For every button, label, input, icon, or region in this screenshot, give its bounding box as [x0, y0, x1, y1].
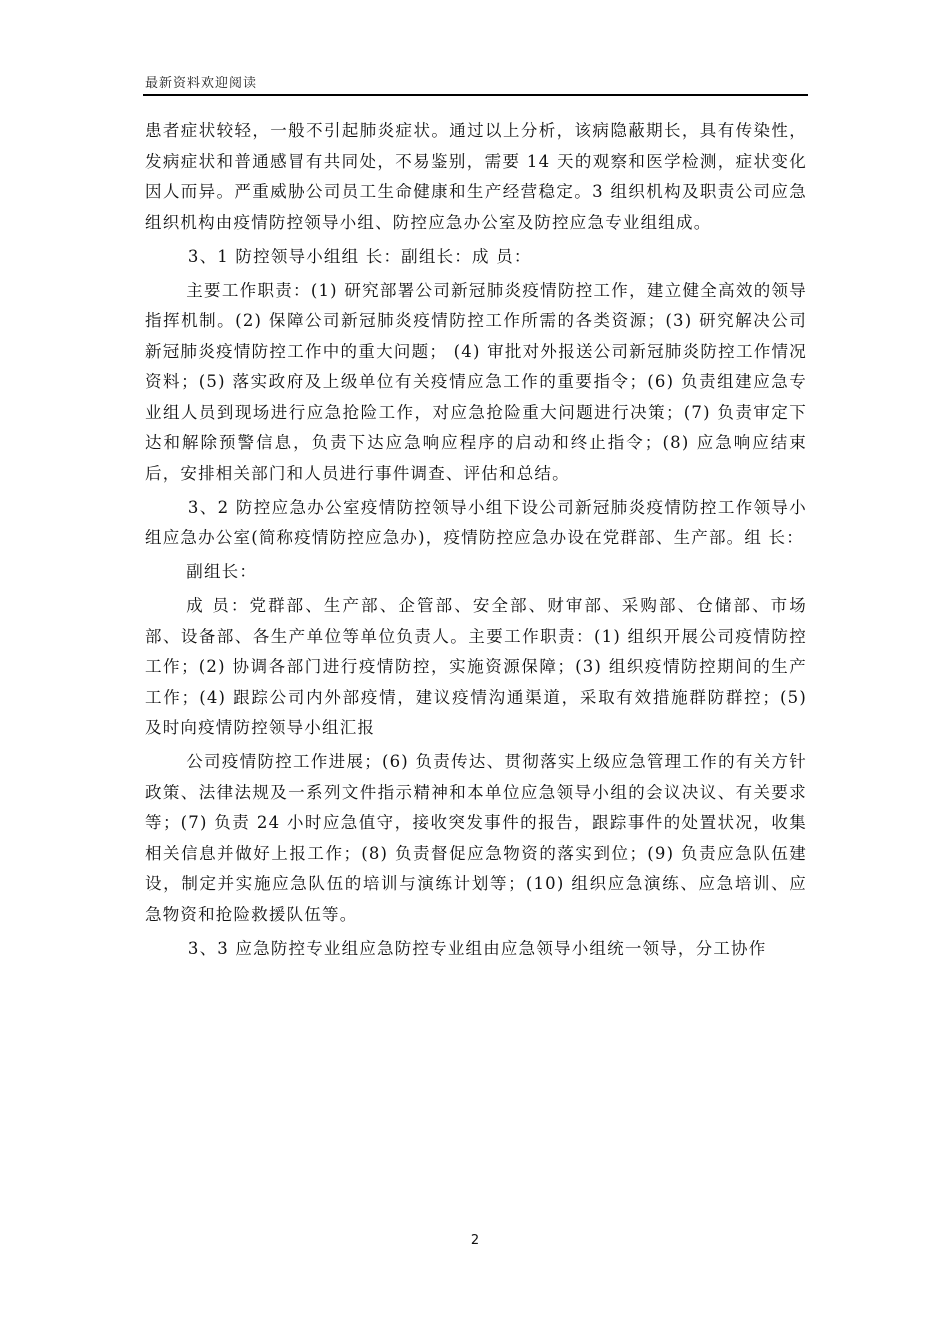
paragraph-office-duties-continued: 公司疫情防控工作进展；(6) 负责传达、贯彻落实上级应急管理工作的有关方针政策、法律法规及一系列文件指示精神和本单位应急领导小组的会议决议、有关要求等；(7) 负责 24 小时应急值守，接收突发事件的报告，跟踪事件的处置状况，收集相关信息并做好上报工作；(8) 负责督促应急物资的落实到位；(9) 负责应急队伍建设，制定并实施应急队伍的培训与演练计划等；(10) 组织应急演练、应急培训、应急物资和抢险救援队伍等。: [145, 752, 807, 924]
paragraph-specialist-group: 3、3 应急防控专业组应急防控专业组由应急领导小组统一领导，分工协作: [187, 938, 767, 958]
document-body: [145, 116, 807, 968]
paragraph-leadership-group: 3、1 防控领导小组组 长：副组长：成 员：: [187, 246, 532, 266]
page-number: 2: [470, 1233, 480, 1248]
paragraph-intro: 患者症状较轻，一般不引起肺炎症状。通过以上分析，该病隐蔽期长，具有传染性，发病症状和普通感冒有共同处，不易鉴别，需要 14 天的观察和医学检测，症状变化因人而异。严重威胁公司员工生命健康和生产经营稳定。3 组织机构及职责公司应急组织机构由疫情防控领导小组、防控应急办公室及防控应急专业组组成。: [145, 121, 807, 232]
paragraph-leadership-duties: 主要工作职责：(1) 研究部署公司新冠肺炎疫情防控工作，建立健全高效的领导指挥机制。(2) 保障公司新冠肺炎疫情防控工作所需的各类资源；(3) 研究解决公司新冠肺炎疫情防控工作中的重大问题； (4) 审批对外报送公司新冠肺炎防控工作情况资料；(5) 落实政府及上级单位有关疫情应急工作的重要指令；(6) 负责组建应急专业组人员到现场进行应急抢险工作，对应急抢险重大问题进行决策；(7) 负责审定下达和解除预警信息，负责下达应急响应程序的启动和终止指令；(8) 应急响应结束后，安排相关部门和人员进行事件调查、评估和总结。: [145, 280, 807, 483]
paragraph-emergency-office: 3、2 防控应急办公室疫情防控领导小组下设公司新冠肺炎疫情防控工作领导小组应急办公室(简称疫情防控应急办)，疫情防控应急办设在党群部、生产部。组 长：: [145, 497, 807, 547]
paragraph-members-duties: 成 员：党群部、生产部、企管部、安全部、财审部、采购部、仓储部、市场部、设备部、各生产单位等单位负责人。主要工作职责：(1) 组织开展公司疫情防控工作；(2) 协调各部门进行疫情防控，实施资源保障；(3) 组织疫情防控期间的生产工作；(4) 跟踪公司内外部疫情，建议疫情沟通渠道，采取有效措施群防群控；(5) 及时向疫情防控领导小组汇报: [145, 596, 807, 737]
paragraph-deputy-leader: 副组长：: [186, 562, 258, 581]
header-divider: [143, 94, 808, 96]
page-header: 最新资料欢迎阅读: [145, 76, 258, 91]
